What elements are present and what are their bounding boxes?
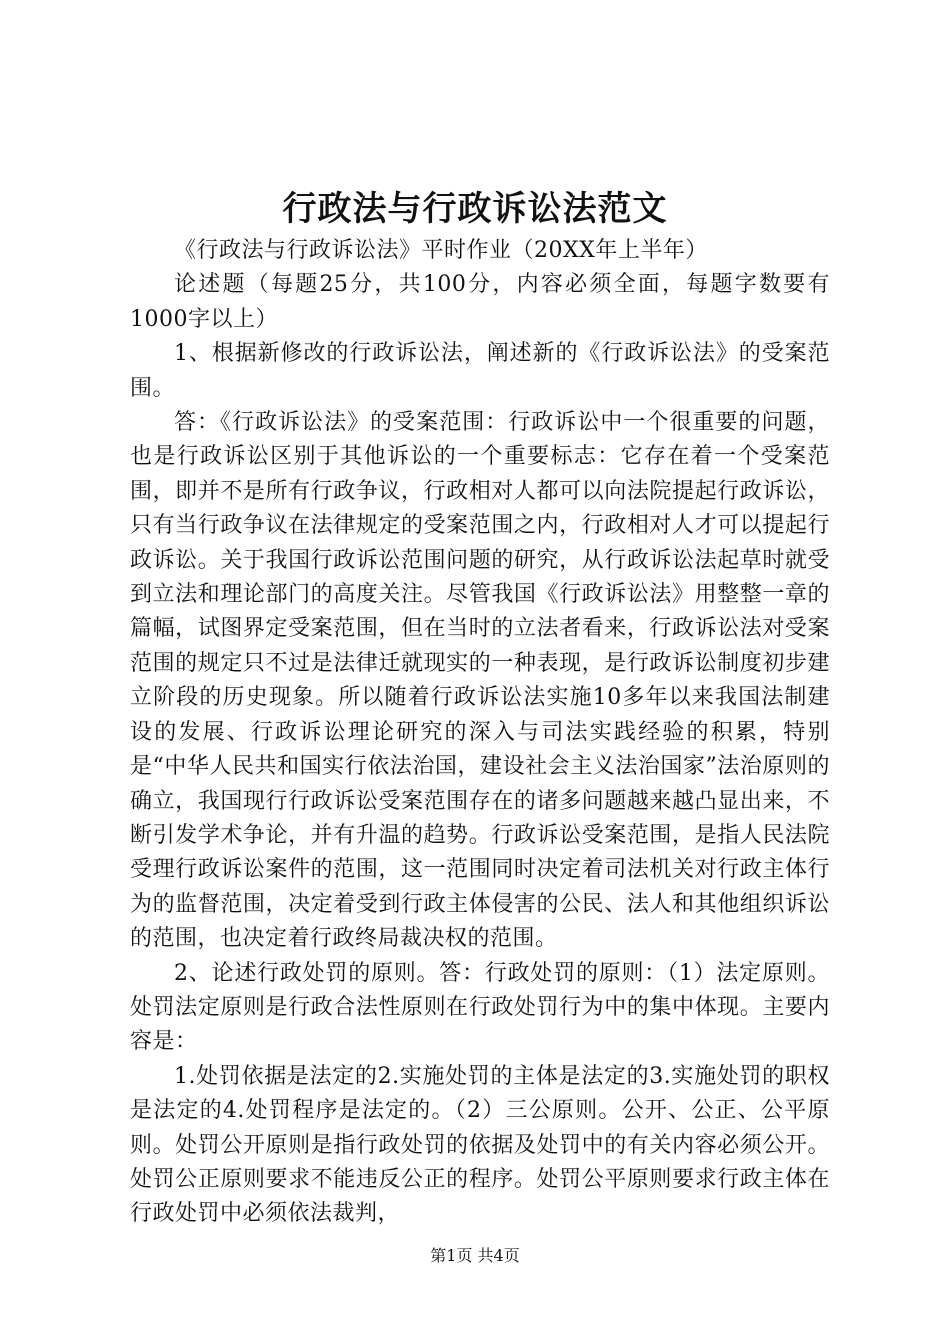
assignment-subtitle: 《行政法与行政诉讼法》平时作业（20XX年上半年）	[174, 238, 708, 263]
document-body	[130, 234, 830, 1232]
answer-1: 答：《行政诉讼法》的受案范围：行政诉讼中一个很重要的问题，也是行政诉讼区别于其他诉讼的一个重要标志：它存在着一个受案范围，即并不是所有行政争议，行政相对人都可以向法院提起行政诉讼，只有当行政争议在法律规定的受案范围之内，行政相对人才可以提起行政诉讼。关于我国行政诉讼范围问题的研究，从行政诉讼法起草时就受到立法和理论部门的高度关注。尽管我国《行政诉讼法》用整整一章的篇幅，试图界定受案范围，但在当时的立法者看来，行政诉讼法对受案范围的规定只不过是法律迁就现实的一种表现，是行政诉讼制度初步建立阶段的历史现象。所以随着行政诉讼法实施10多年以来我国法制建设的发展、行政诉讼理论研究的深入与司法实践经验的积累，特别是“中华人民共和国实行依法治国，建设社会主义法治国家”法治原则的确立，我国现行行政诉讼受案范围存在的诸多问题越来越凸显出来，不断引发学术争论，并有升温的趋势。行政诉讼受案范围，是指人民法院受理行政诉讼案件的范围，这一范围同时决定着司法机关对行政主体行为的监督范围，决定着受到行政主体侵害的公民、法人和其他组织诉讼的范围，也决定着行政终局裁决权的范围。	[130, 410, 830, 952]
document-title: 行政法与行政诉讼法范文	[282, 189, 668, 229]
page-footer: 第1页 共4页	[430, 1246, 520, 1265]
question-2: 2、论述行政处罚的原则。答：行政处罚的原则：（1）法定原则。处罚法定原则是行政合法性原则在行政处罚行为中的集中体现。主要内容是：	[130, 960, 830, 1055]
answer-2-list: 1.处罚依据是法定的2.实施处罚的主体是法定的3.实施处罚的职权是法定的4.处罚程序是法定的。（2）三公原则。公开、公正、公平原则。处罚公开原则是指行政处罚的依据及处罚中的有关内容必须公开。处罚公正原则要求不能违反公正的程序。处罚公平原则要求行政主体在行政处罚中必须依法裁判，	[130, 1063, 830, 1227]
section-instructions: 论述题（每题25分，共100分，内容必须全面，每题字数要有1000字以上）	[130, 272, 830, 332]
question-1: 1、根据新修改的行政诉讼法，阐述新的《行政诉讼法》的受案范围。	[130, 341, 830, 401]
